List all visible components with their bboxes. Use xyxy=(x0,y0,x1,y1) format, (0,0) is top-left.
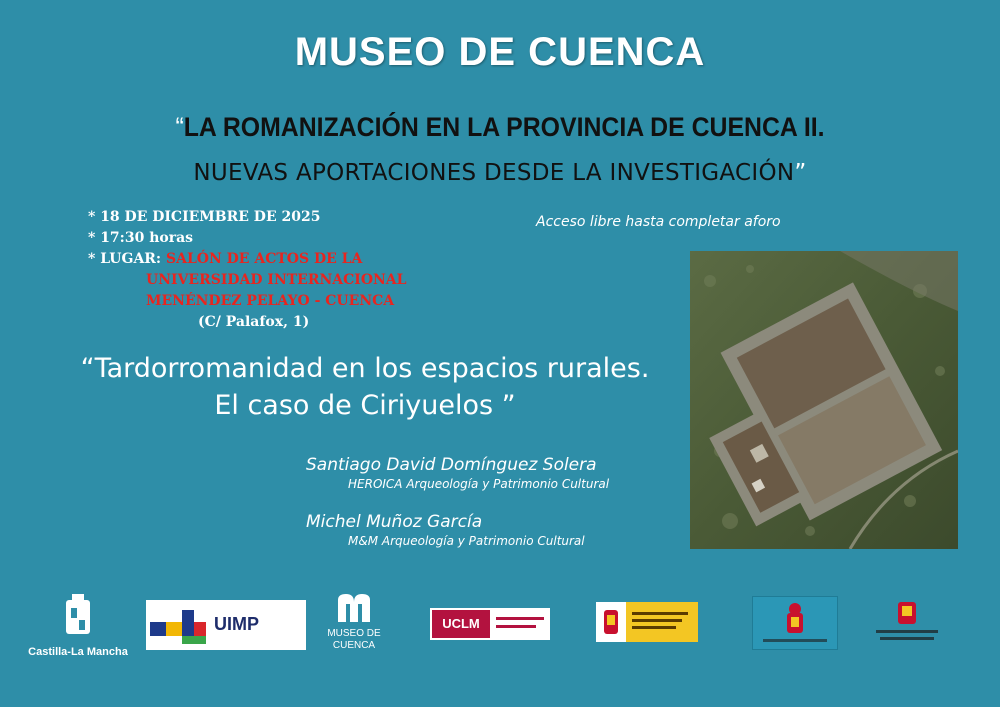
museo-cuenca-logo xyxy=(322,592,386,662)
consorcio-logo xyxy=(872,600,942,648)
talk-title xyxy=(40,350,690,424)
series-title-line1: LA ROMANIZACIÓN EN LA PROVINCIA DE CUENCA II. xyxy=(183,112,825,142)
event-location xyxy=(88,249,407,270)
access-note: Acceso libre hasta completar aforo xyxy=(536,214,781,230)
location-line3: MENÉNDEZ PELAYO - CUENCA xyxy=(146,293,395,309)
spain-crest-icon xyxy=(596,602,698,642)
speaker-affiliation: HEROICA Arqueología y Patrimonio Cultural xyxy=(348,477,610,491)
speaker-name: Michel Muñoz García xyxy=(306,512,483,532)
event-address: (C/ Palafox, 1) xyxy=(198,314,310,330)
uclm-logo-text: UCLM xyxy=(432,610,490,638)
museo-logo-line1: MUSEO DE xyxy=(327,628,381,639)
uimp-mark-icon xyxy=(150,600,210,650)
page-title: MUSEO DE CUENCA xyxy=(294,30,706,74)
castilla-logo-text: Castilla-La Mancha xyxy=(28,646,128,658)
consorcio-crest-icon xyxy=(872,600,942,648)
excavation-aerial-photo xyxy=(690,251,958,549)
uimp-logo xyxy=(146,600,306,650)
event-details xyxy=(88,207,407,333)
location-line1: SALÓN DE ACTOS DE LA xyxy=(165,251,363,267)
open-quote: “ xyxy=(175,112,184,142)
uimp-logo-text: UIMP xyxy=(214,614,259,634)
series-title xyxy=(40,112,960,143)
uclm-text-line xyxy=(496,617,544,620)
location-line2: UNIVERSIDAD INTERNACIONAL xyxy=(146,272,407,288)
close-quote: ” xyxy=(794,160,807,186)
castilla-crest-icon xyxy=(28,594,128,640)
talk-title-line2: El caso de Ciriyuelos ” xyxy=(214,390,516,421)
diputacion-logo xyxy=(752,596,838,650)
event-date: * 18 DE DICIEMBRE DE 2025 xyxy=(88,209,321,225)
speaker-affiliation: M&M Arqueología y Patrimonio Cultural xyxy=(348,534,585,548)
uclm-text-line xyxy=(496,625,536,628)
diputacion-crest-icon xyxy=(753,597,837,649)
ministerio-logo xyxy=(596,602,698,642)
location-label: * LUGAR: xyxy=(88,251,166,267)
castilla-la-mancha-logo xyxy=(28,594,128,660)
series-subtitle xyxy=(0,160,1000,186)
speaker-name: Santiago David Domínguez Solera xyxy=(306,455,597,475)
talk-title-line1: “Tardorromanidad en los espacios rurales. xyxy=(80,353,650,384)
museo-m-icon xyxy=(334,592,374,624)
series-title-line2: NUEVAS APORTACIONES DESDE LA INVESTIGACIÓN xyxy=(193,160,795,186)
uclm-logo xyxy=(430,608,550,640)
event-time: * 17:30 horas xyxy=(88,230,194,246)
museo-logo-line2: CUENCA xyxy=(332,640,376,651)
speaker-2 xyxy=(306,512,636,548)
speaker-1 xyxy=(306,455,636,491)
